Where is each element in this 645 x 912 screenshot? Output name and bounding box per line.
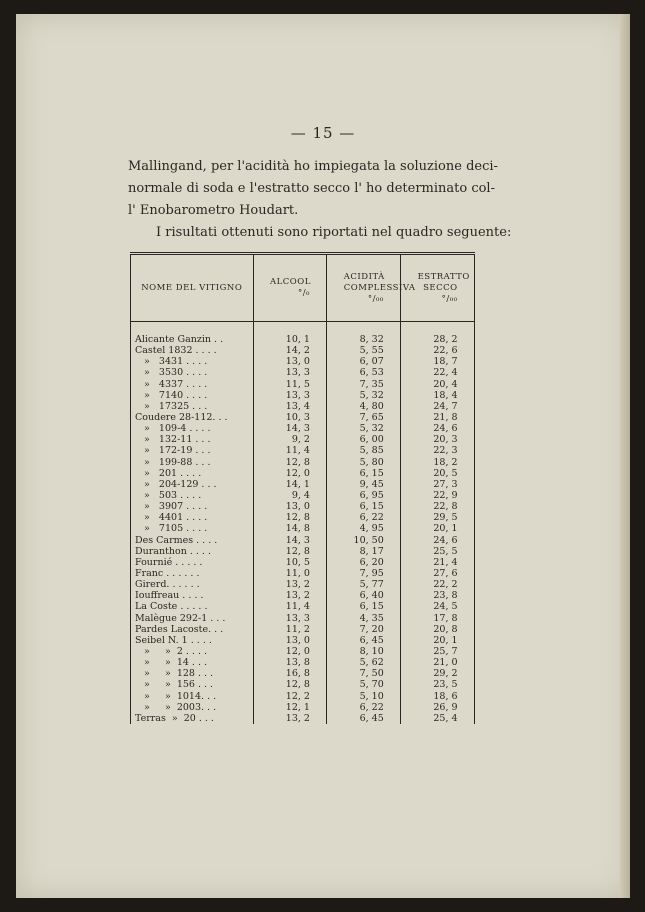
cell-acidita: 6, 40 [327, 590, 401, 601]
cell-vitigno: » 4401 . . . . [131, 512, 254, 523]
cell-acidita: 8, 10 [327, 646, 401, 657]
cell-acidita: 6, 22 [327, 702, 401, 713]
cell-alcool: 11, 5 [253, 379, 327, 390]
cell-vitigno: » » 14 . . . [131, 657, 254, 668]
cell-acidita: 4, 80 [327, 401, 401, 412]
cell-estratto: 20, 3 [401, 434, 475, 445]
cell-vitigno: » 7140 . . . . [131, 390, 254, 401]
cell-estratto: 18, 6 [401, 691, 475, 702]
results-table [130, 252, 475, 724]
table-row [131, 713, 475, 724]
cell-acidita: 5, 85 [327, 445, 401, 456]
table-row [131, 490, 475, 501]
cell-alcool: 12, 8 [253, 457, 327, 468]
table-row [131, 579, 475, 590]
cell-alcool: 11, 4 [253, 445, 327, 456]
cell-alcool: 14, 8 [253, 523, 327, 534]
cell-alcool: 13, 2 [253, 579, 327, 590]
cell-vitigno: » 204-129 . . . [131, 479, 254, 490]
cell-alcool: 11, 0 [253, 568, 327, 579]
table-row [131, 535, 475, 546]
cell-vitigno: Duranthon . . . . [131, 546, 254, 557]
cell-estratto: 23, 8 [401, 590, 475, 601]
paragraph-results-intro [128, 222, 512, 244]
cell-acidita: 6, 22 [327, 512, 401, 523]
table-spacer-row [131, 322, 475, 335]
table-row [131, 356, 475, 367]
cell-vitigno: Terras » 20 . . . [131, 713, 254, 724]
cell-estratto: 20, 8 [401, 624, 475, 635]
header-estratto: ESTRATTO SECCO °/₀₀ [401, 254, 475, 322]
cell-alcool: 13, 2 [253, 590, 327, 601]
cell-acidita: 10, 50 [327, 535, 401, 546]
cell-vitigno: Castel 1832 . . . . [131, 345, 254, 356]
cell-alcool: 11, 4 [253, 601, 327, 612]
table-row [131, 367, 475, 378]
table-row [131, 679, 475, 690]
cell-estratto: 25, 4 [401, 713, 475, 724]
table-row [131, 468, 475, 479]
cell-alcool: 13, 4 [253, 401, 327, 412]
cell-acidita: 4, 95 [327, 523, 401, 534]
cell-vitigno: Pardes Lacoste. . . [131, 624, 254, 635]
cell-estratto: 20, 1 [401, 523, 475, 534]
cell-alcool: 13, 3 [253, 613, 327, 624]
cell-vitigno: Fournié . . . . . [131, 557, 254, 568]
table-row [131, 668, 475, 679]
table-row [131, 624, 475, 635]
page-edge [620, 14, 630, 898]
cell-alcool: 9, 2 [253, 434, 327, 445]
cell-alcool: 13, 8 [253, 657, 327, 668]
table-row [131, 635, 475, 646]
cell-acidita: 6, 95 [327, 490, 401, 501]
cell-estratto: 20, 4 [401, 379, 475, 390]
cell-vitigno: Coudere 28-112. . . [131, 412, 254, 423]
table-row [131, 412, 475, 423]
cell-vitigno: Seibel N. 1 . . . . [131, 635, 254, 646]
cell-vitigno: Alicante Ganzin . . [131, 334, 254, 345]
cell-estratto: 18, 2 [401, 457, 475, 468]
cell-acidita: 7, 65 [327, 412, 401, 423]
cell-alcool: 13, 2 [253, 713, 327, 724]
table-row [131, 457, 475, 468]
table-row [131, 702, 475, 713]
cell-estratto: 20, 1 [401, 635, 475, 646]
table-row [131, 512, 475, 523]
cell-acidita: 5, 55 [327, 345, 401, 356]
cell-acidita: 8, 32 [327, 334, 401, 345]
cell-vitigno: Malègue 292-1 . . . [131, 613, 254, 624]
table-row [131, 601, 475, 612]
cell-alcool: 11, 2 [253, 624, 327, 635]
cell-estratto: 21, 0 [401, 657, 475, 668]
cell-estratto: 20, 5 [401, 468, 475, 479]
table-row [131, 390, 475, 401]
table-row [131, 423, 475, 434]
cell-vitigno: » » 156 . . . [131, 679, 254, 690]
cell-alcool: 9, 4 [253, 490, 327, 501]
cell-estratto: 22, 9 [401, 490, 475, 501]
header-acidita: ACIDITÀ COMPLESSIVA °/₀₀ [327, 254, 401, 322]
cell-estratto: 18, 4 [401, 390, 475, 401]
paragraph-line: I risultati ottenuti sono riportati nel quadro seguente: [156, 225, 512, 240]
cell-alcool: 14, 1 [253, 479, 327, 490]
header-name: NOME DEL VITIGNO [131, 254, 254, 322]
cell-estratto: 25, 5 [401, 546, 475, 557]
cell-estratto: 22, 2 [401, 579, 475, 590]
cell-acidita: 6, 00 [327, 434, 401, 445]
cell-estratto: 22, 3 [401, 445, 475, 456]
cell-alcool: 13, 0 [253, 356, 327, 367]
cell-acidita: 7, 20 [327, 624, 401, 635]
table-row [131, 546, 475, 557]
cell-estratto: 21, 8 [401, 412, 475, 423]
cell-vitigno: » » 2003. . . [131, 702, 254, 713]
cell-acidita: 5, 77 [327, 579, 401, 590]
cell-acidita: 8, 17 [327, 546, 401, 557]
cell-vitigno: » 17325 . . . [131, 401, 254, 412]
table-row [131, 657, 475, 668]
cell-alcool: 16, 8 [253, 668, 327, 679]
cell-vitigno: » » 128 . . . [131, 668, 254, 679]
cell-vitigno: Des Carmes . . . . [131, 535, 254, 546]
cell-acidita: 6, 45 [327, 713, 401, 724]
cell-vitigno: » 199-88 . . . [131, 457, 254, 468]
cell-vitigno: » 503 . . . . [131, 490, 254, 501]
cell-estratto: 29, 2 [401, 668, 475, 679]
cell-acidita: 6, 15 [327, 468, 401, 479]
cell-acidita: 7, 35 [327, 379, 401, 390]
cell-estratto: 22, 4 [401, 367, 475, 378]
cell-acidita: 6, 45 [327, 635, 401, 646]
cell-acidita: 5, 32 [327, 423, 401, 434]
cell-acidita: 5, 62 [327, 657, 401, 668]
cell-estratto: 29, 5 [401, 512, 475, 523]
cell-acidita: 7, 50 [327, 668, 401, 679]
cell-vitigno: » 172-19 . . . [131, 445, 254, 456]
cell-estratto: 25, 7 [401, 646, 475, 657]
cell-acidita: 9, 45 [327, 479, 401, 490]
table-row [131, 434, 475, 445]
cell-alcool: 14, 2 [253, 345, 327, 356]
cell-vitigno: » » 2 . . . . [131, 646, 254, 657]
cell-alcool: 12, 2 [253, 691, 327, 702]
table-row [131, 590, 475, 601]
cell-vitigno: » » 1014. . . [131, 691, 254, 702]
cell-alcool: 14, 3 [253, 423, 327, 434]
cell-alcool: 12, 8 [253, 679, 327, 690]
cell-alcool: 12, 0 [253, 468, 327, 479]
cell-acidita: 6, 07 [327, 356, 401, 367]
cell-acidita: 6, 20 [327, 557, 401, 568]
cell-vitigno: » 3431 . . . . [131, 356, 254, 367]
book-page [16, 14, 630, 898]
cell-estratto: 21, 4 [401, 557, 475, 568]
table-row [131, 568, 475, 579]
table-row [131, 557, 475, 568]
cell-vitigno: » 4337 . . . . [131, 379, 254, 390]
cell-alcool: 12, 8 [253, 546, 327, 557]
cell-vitigno: La Coste . . . . . [131, 601, 254, 612]
cell-estratto: 23, 5 [401, 679, 475, 690]
cell-acidita: 7, 95 [327, 568, 401, 579]
cell-vitigno: » 132-11 . . . [131, 434, 254, 445]
table-row [131, 379, 475, 390]
cell-vitigno: » 7105 . . . . [131, 523, 254, 534]
cell-alcool: 10, 5 [253, 557, 327, 568]
cell-alcool: 10, 1 [253, 334, 327, 345]
cell-estratto: 26, 9 [401, 702, 475, 713]
table-row [131, 646, 475, 657]
cell-estratto: 24, 6 [401, 423, 475, 434]
cell-acidita: 5, 10 [327, 691, 401, 702]
cell-estratto: 24, 5 [401, 601, 475, 612]
cell-alcool: 12, 0 [253, 646, 327, 657]
table-row [131, 345, 475, 356]
cell-acidita: 6, 15 [327, 601, 401, 612]
cell-alcool: 13, 3 [253, 367, 327, 378]
paragraph-line: Mallingand, per l'acidità ho impiegata la soluzione deci- [128, 159, 498, 174]
paragraph-line: l' Enobarometro Houdart. [128, 203, 299, 218]
cell-acidita: 5, 70 [327, 679, 401, 690]
cell-vitigno: Girerd. . . . . . [131, 579, 254, 590]
paragraph-line: normale di soda e l'estratto secco l' ho determinato col- [128, 181, 495, 196]
cell-acidita: 5, 80 [327, 457, 401, 468]
cell-estratto: 27, 3 [401, 479, 475, 490]
cell-estratto: 22, 6 [401, 345, 475, 356]
cell-alcool: 13, 0 [253, 501, 327, 512]
cell-acidita: 4, 35 [327, 613, 401, 624]
table-row [131, 501, 475, 512]
cell-vitigno: » 3530 . . . . [131, 367, 254, 378]
cell-alcool: 13, 3 [253, 390, 327, 401]
table-row [131, 691, 475, 702]
cell-estratto: 24, 7 [401, 401, 475, 412]
header-alcool: ALCOOL °/₀ [253, 254, 327, 322]
table-row [131, 479, 475, 490]
cell-alcool: 12, 8 [253, 512, 327, 523]
cell-estratto: 24, 6 [401, 535, 475, 546]
cell-estratto: 28, 2 [401, 334, 475, 345]
cell-vitigno: » 3907 . . . . [131, 501, 254, 512]
cell-acidita: 5, 32 [327, 390, 401, 401]
cell-vitigno: » 201 . . . . [131, 468, 254, 479]
table-row [131, 445, 475, 456]
cell-estratto: 17, 8 [401, 613, 475, 624]
cell-estratto: 22, 8 [401, 501, 475, 512]
paragraph-methods [128, 156, 498, 222]
cell-acidita: 6, 15 [327, 501, 401, 512]
table-row [131, 523, 475, 534]
cell-estratto: 18, 7 [401, 356, 475, 367]
cell-vitigno: Franc . . . . . . [131, 568, 254, 579]
page-number: — 15 — [290, 124, 356, 142]
table-row [131, 401, 475, 412]
cell-vitigno: Iouffreau . . . . [131, 590, 254, 601]
cell-acidita: 6, 53 [327, 367, 401, 378]
cell-alcool: 10, 3 [253, 412, 327, 423]
cell-alcool: 13, 0 [253, 635, 327, 646]
cell-alcool: 14, 3 [253, 535, 327, 546]
cell-alcool: 12, 1 [253, 702, 327, 713]
cell-vitigno: » 109-4 . . . . [131, 423, 254, 434]
cell-estratto: 27, 6 [401, 568, 475, 579]
table-row [131, 334, 475, 345]
table-header-row [131, 254, 475, 322]
table-row [131, 613, 475, 624]
